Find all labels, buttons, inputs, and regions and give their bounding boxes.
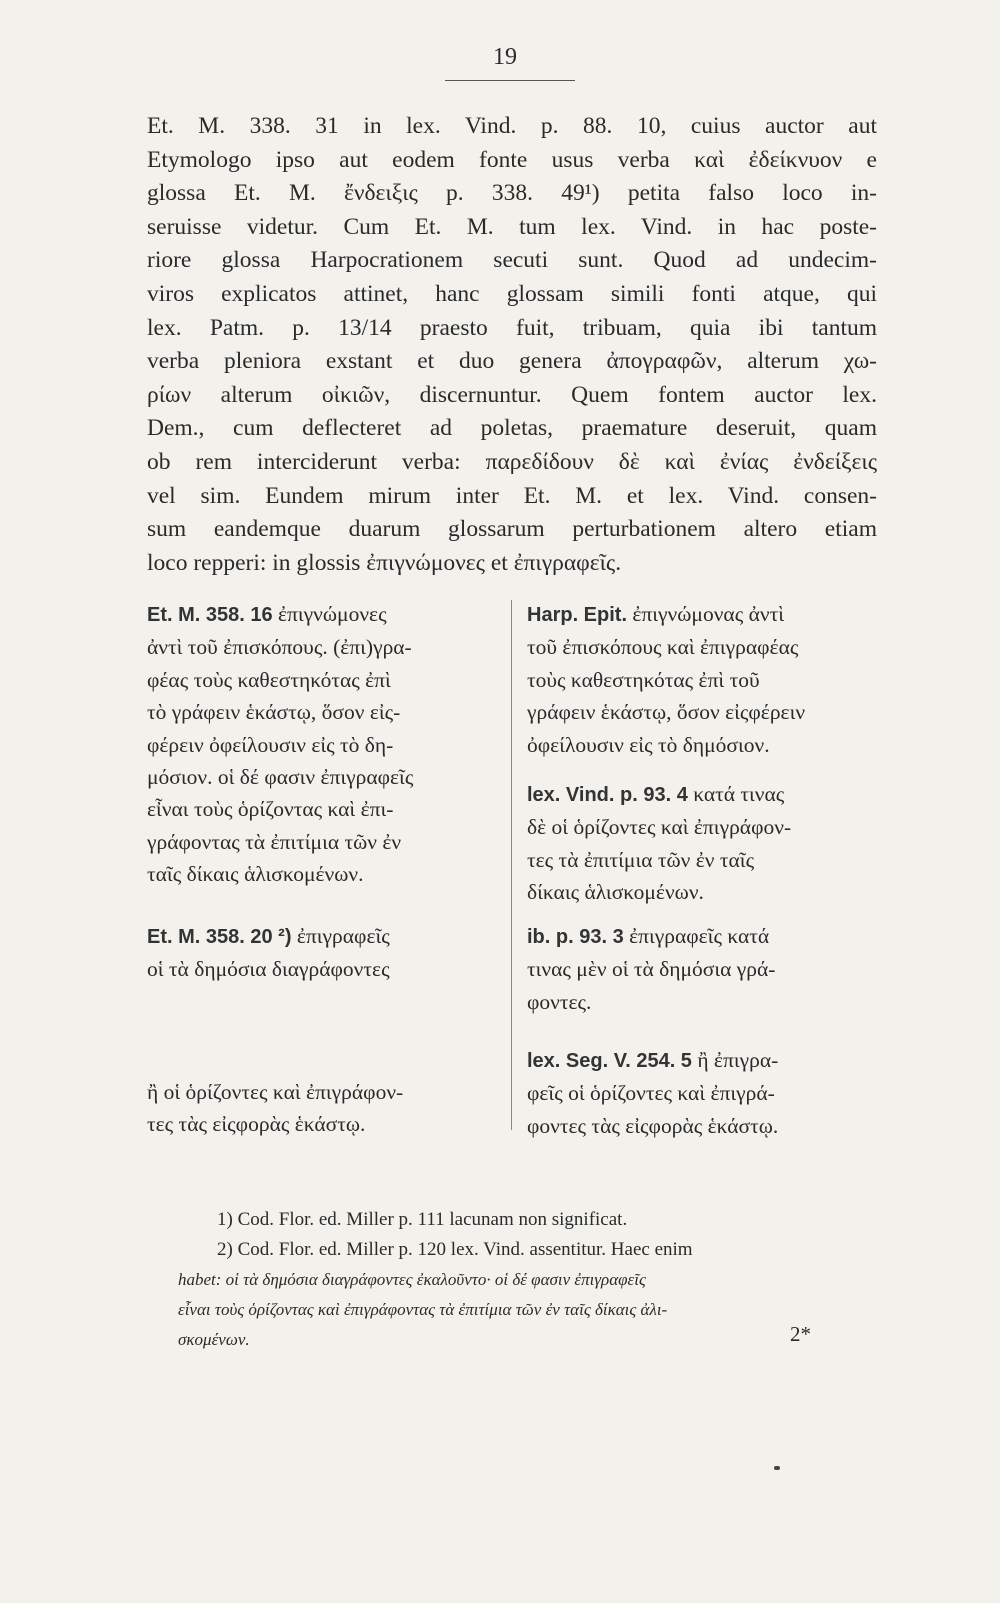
left-entry-2 <box>147 920 390 986</box>
entry-lemma: ἐπιγνώμονας ἀντὶ <box>627 602 784 626</box>
text-line: loco repperi: in glossis ἐπιγνώμονες et ἐπιγραφεῖς. <box>147 549 622 576</box>
text-line: glossa Et. M. ἔνδειξις p. 338. 49¹) petita falso loco in- <box>147 180 877 207</box>
right-entry-3 <box>527 920 775 1018</box>
entry-line: τοὺς καθεστηκότας ἐπὶ τοῦ <box>527 667 760 692</box>
source-reference: Et. M. 358. 16 <box>147 604 273 626</box>
text-line: riore glossa Harpocrationem secuti sunt. Quod ad undecim- <box>147 247 877 274</box>
right-entry-2 <box>527 778 791 909</box>
entry-line <box>527 1044 778 1077</box>
text-line: vel sim. Eundem mirum inter Et. M. et lex. Vind. consen- <box>147 482 877 509</box>
entry-line <box>147 920 390 953</box>
source-reference: ib. p. 93. 3 <box>527 926 624 948</box>
signature-mark: 2* <box>790 1322 811 1346</box>
entry-line: φοντες. <box>527 989 592 1014</box>
entry-line: φεῖς οἱ ὁρίζοντες καὶ ἐπιγρά- <box>527 1081 775 1106</box>
source-reference: lex. Seg. V. 254. 5 <box>527 1050 692 1072</box>
entry-line <box>527 778 791 811</box>
entry-line: τοῦ ἐπισκόπους καὶ ἐπιγραφέας <box>527 635 799 660</box>
text-line: seruisse videtur. Cum Et. M. tum lex. Vind. in hac poste- <box>147 213 877 240</box>
entry-line: εἶναι τοὺς ὁρίζοντας καὶ ἐπι- <box>147 797 394 822</box>
text-line: ob rem interciderunt verba: παρεδίδουν δὲ καὶ ἐνίας ἐνδείξεις <box>147 448 877 475</box>
entry-lemma: ἢ ἐπιγρα- <box>691 1048 779 1072</box>
entry-line: οἱ τὰ δημόσια διαγράφοντες <box>147 957 390 982</box>
entry-line: φέρειν ὀφείλουσιν εἰς τὸ δη- <box>147 732 394 757</box>
entry-lemma: ἐπιγνώμονες <box>272 602 387 626</box>
entry-line: τινας μὲν οἱ τὰ δημόσια γρά- <box>527 957 776 982</box>
text-line: lex. Patm. p. 13/14 praesto fuit, tribuam, quia ibi tantum <box>147 314 877 341</box>
entry-lemma: ἐπιγραφεῖς κατά <box>623 924 770 948</box>
main-paragraph <box>147 110 877 580</box>
footnote-2: 2) Cod. Flor. ed. Miller p. 120 lex. Vind. assentitur. Haec enim <box>217 1239 693 1260</box>
entry-line: δὲ οἱ ὁρίζοντες καὶ ἐπιγράφον- <box>527 815 792 840</box>
footnotes <box>178 1205 879 1355</box>
entry-line: δίκαις ἁλισκομένων. <box>527 880 704 905</box>
text-line: verba pleniora exstant et duo genera ἀπογραφῶν, alterum χω- <box>147 348 877 375</box>
entry-line: τὸ γράφειν ἑκάστῳ, ὅσον εἰς- <box>147 700 401 725</box>
entry-line: ὀφείλουσιν εἰς τὸ δημόσιον. <box>527 732 770 757</box>
entry-lemma: ἐπιγραφεῖς <box>291 924 390 948</box>
left-entry-3 <box>147 1076 403 1141</box>
footnote-2-quote: σκομένων. <box>178 1330 250 1349</box>
entry-line: γράφοντας τὰ ἐπιτίμια τῶν ἐν <box>147 829 402 854</box>
entry-line: φέας τοὺς καθεστηκότας ἐπὶ <box>147 667 391 692</box>
entry-line <box>527 920 775 953</box>
text-line: Et. M. 338. 31 in lex. Vind. p. 88. 10, cuius auctor aut <box>147 113 877 139</box>
print-speck <box>774 1466 780 1470</box>
footnote-2-quote: habet: οἱ τὰ δημόσια διαγράφοντες ἐκαλοῦντο· οἱ δέ φασιν ἐπιγραφεῖς <box>178 1270 646 1289</box>
page-number: 19 <box>493 44 517 70</box>
text-line: viros explicatos attinet, hanc glossam simili fonti atque, qui <box>147 280 877 307</box>
entry-line: ταῖς δίκαις ἁλισκομένων. <box>147 862 364 887</box>
entry-line: μόσιον. οἱ δέ φασιν ἐπιγραφεῖς <box>147 765 414 790</box>
left-entry-1 <box>147 598 413 891</box>
right-entry-1 <box>527 598 805 761</box>
source-reference: lex. Vind. p. 93. 4 <box>527 784 688 806</box>
entry-line: ἀντὶ τοῦ ἐπισκόπους. (ἐπι)γρα- <box>147 635 412 660</box>
column-divider <box>511 600 512 1130</box>
entry-line: φοντες τὰς εἰςφορὰς ἑκάστῳ. <box>527 1113 779 1138</box>
footnote-1: 1) Cod. Flor. ed. Miller p. 111 lacunam non significat. <box>217 1209 628 1230</box>
source-reference: Et. M. 358. 20 ²) <box>147 926 292 948</box>
entry-line: γράφειν ἑκάστῳ, ὅσον εἰςφέρειν <box>527 700 806 725</box>
entry-line: ἢ οἱ ὁρίζοντες καὶ ἐπιγράφον- <box>147 1080 404 1104</box>
right-entry-4 <box>527 1044 778 1142</box>
text-line: Dem., cum deflecteret ad poletas, praemature deseruit, quam <box>147 415 877 442</box>
entry-line <box>147 598 413 631</box>
footnote-2-quote: εἶναι τοὺς ὁρίζοντας καὶ ἐπιγράφοντας τὰ ἐπιτίμια τῶν ἐν ταῖς δίκαις ἀλι- <box>178 1300 668 1319</box>
entry-line: τες τὰ ἐπιτίμια τῶν ἐν ταῖς <box>527 847 755 872</box>
header-rule <box>445 80 575 81</box>
source-reference: Harp. Epit. <box>527 604 628 626</box>
entry-line: τες τὰς εἰςφορὰς ἑκάστῳ. <box>147 1112 366 1137</box>
text-line: Etymologo ipso aut eodem fonte usus verba καὶ ἐδείκνυον e <box>147 146 877 173</box>
entry-lemma: κατά τινας <box>687 782 785 806</box>
text-line: ρίων alterum οἰκιῶν, discernuntur. Quem fontem auctor lex. <box>147 381 877 408</box>
entry-line <box>527 598 805 631</box>
text-line: sum eandemque duarum glossarum perturbationem altero etiam <box>147 516 877 543</box>
